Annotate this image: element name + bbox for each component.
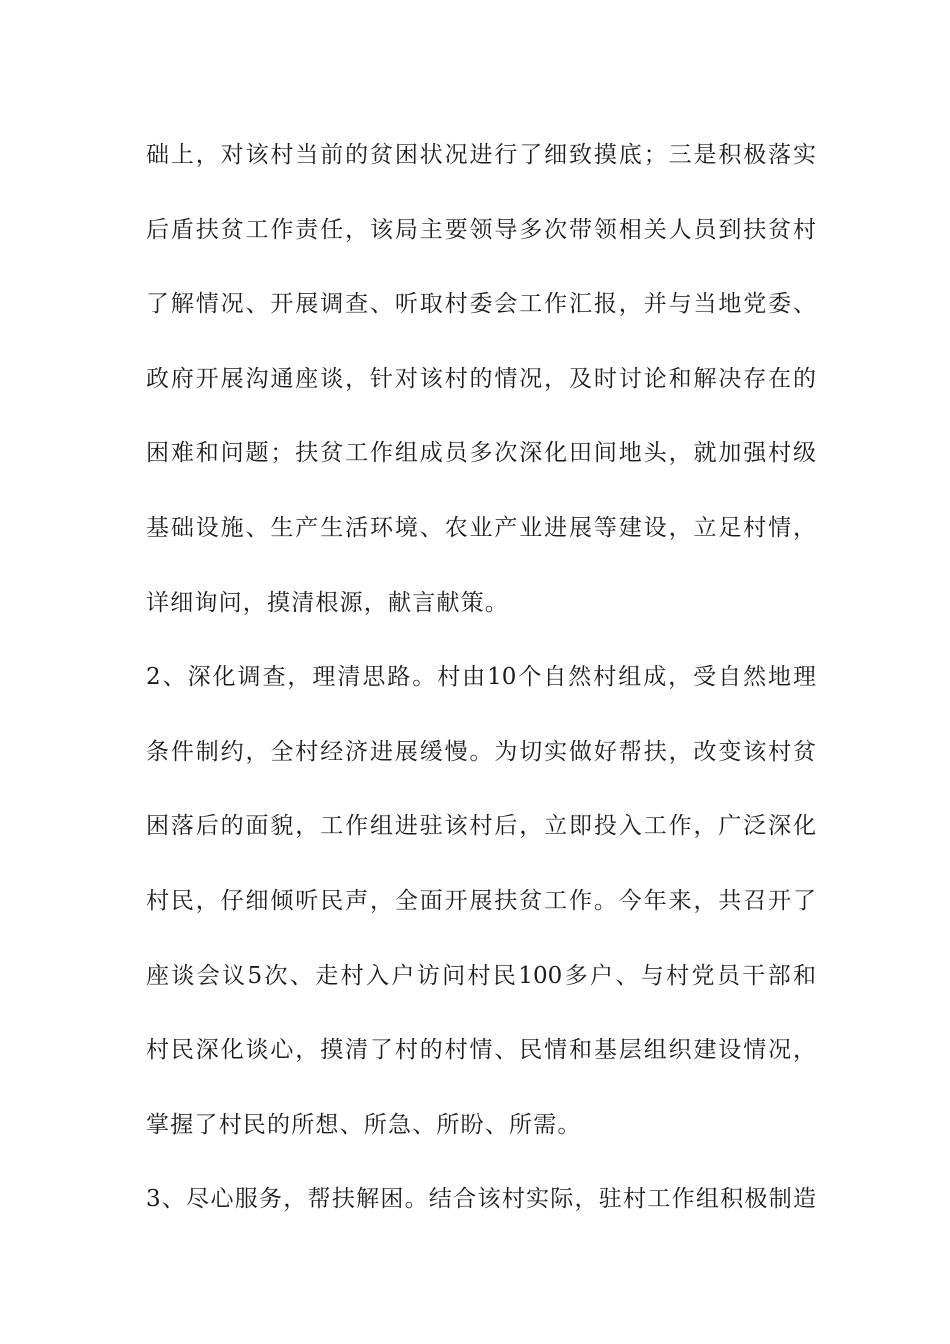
text-line-13: 村民深化谈心，摸清了村的村情、民情和基层组织建设情况， xyxy=(146,1037,816,1064)
text-line-6: 基础设施、生产生活环境、农业产业进展等建设，立足村情， xyxy=(146,514,816,541)
text-line-12: 座谈会议5次、走村入户访问村民100多户、与村党员干部和 xyxy=(146,962,816,989)
text-line-10: 困落后的面貌，工作组进驻该村后，立即投入工作，广泛深化 xyxy=(146,813,816,840)
text-line-9: 条件制约，全村经济进展缓慢。为切实做好帮扶，改变该村贫 xyxy=(146,738,816,765)
text-line-7: 详细询问，摸清根源，献言献策。 xyxy=(146,589,509,616)
text-line-4: 政府开展沟通座谈，针对该村的情况，及时讨论和解决存在的 xyxy=(146,365,816,392)
document-body xyxy=(146,128,816,1247)
text-line-2: 后盾扶贫工作责任，该局主要领导多次带领相关人员到扶贫村 xyxy=(146,216,816,243)
text-line-1: 础上，对该村当前的贫困状况进行了细致摸底；三是积极落实 xyxy=(146,142,816,168)
text-line-5: 困难和问题；扶贫工作组成员多次深化田间地头，就加强村级 xyxy=(146,440,816,467)
text-line-11: 村民，仔细倾听民声，全面开展扶贫工作。今年来，共召开了 xyxy=(146,887,816,914)
text-line-3: 了解情况、开展调查、听取村委会工作汇报，并与当地党委、 xyxy=(146,291,816,318)
text-line-15: 3、尽心服务，帮扶解困。结合该村实际，驻村工作组积极制造 xyxy=(146,1186,816,1213)
text-line-14: 掌握了村民的所想、所急、所盼、所需。 xyxy=(146,1111,582,1138)
text-line-8: 2、深化调查，理清思路。村由10个自然村组成，受自然地理 xyxy=(146,664,816,691)
